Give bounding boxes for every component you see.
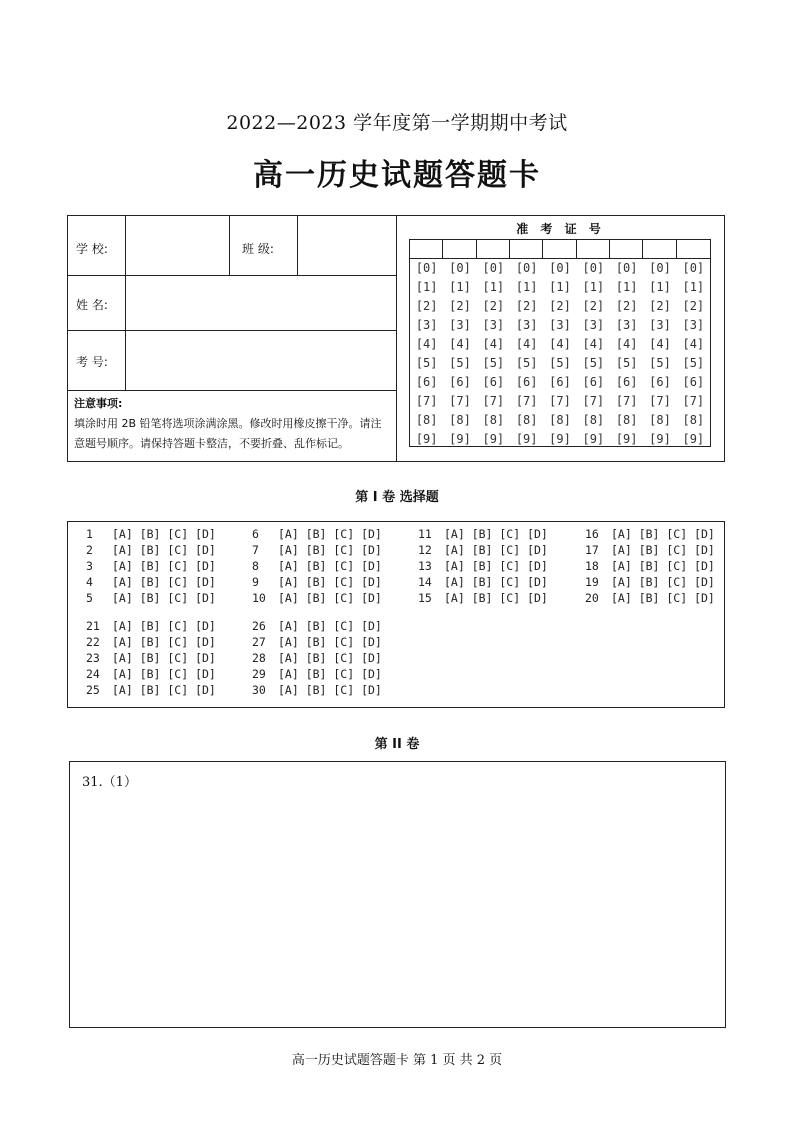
school-label: 学 校: [76,242,108,256]
admission-digit-column [543,240,576,446]
digit-bubble[interactable]: [0] [615,261,638,275]
answer-options[interactable]: [A] [B] [C] [D] [444,559,548,573]
digit-bubble[interactable]: [1] [415,280,438,294]
question-number: 4 [86,575,93,589]
digit-bubble[interactable]: [4] [582,337,605,351]
question-row [418,559,548,573]
digit-bubble[interactable]: [4] [515,337,538,351]
student-info-box [67,215,725,462]
question-number: 20 [585,591,599,605]
admission-number-title: 准 考 证 号 [516,222,605,236]
exam-subtitle: 2022—2023 学年度第一学期期中考试 [226,112,568,134]
digit-bubble[interactable]: [9] [615,432,638,446]
divider [229,216,230,275]
admission-digit-column [410,240,443,446]
digit-bubble[interactable]: [2] [649,299,671,313]
digit-bubble[interactable]: [8] [682,413,705,427]
admission-digit-box[interactable] [610,240,643,259]
exam-number-label: 考 号: [76,355,108,369]
question-row [86,527,216,541]
question-number: 23 [86,651,100,665]
question-number: 13 [418,559,432,573]
answer-options[interactable]: [A] [B] [C] [D] [278,559,382,573]
admission-digit-column [477,240,510,446]
digit-bubble[interactable]: [7] [482,394,505,408]
question-number: 28 [252,651,266,665]
admission-digit-column [510,240,543,446]
admission-digit-box[interactable] [543,240,576,259]
digit-bubble[interactable]: [3] [482,318,505,332]
admission-number-grid [409,239,711,447]
answer-options[interactable]: [A] [B] [C] [D] [278,575,382,589]
question-number: 10 [252,591,266,605]
exam-number-row [68,331,396,391]
question-row [86,651,216,665]
digit-bubble[interactable]: [9] [482,432,505,446]
question-row [86,667,216,681]
digit-bubble[interactable]: [1] [682,280,705,294]
multiple-choice-box [67,521,725,708]
digit-bubble[interactable]: [0] [682,261,705,275]
digit-bubble[interactable]: [8] [415,413,438,427]
digit-bubble[interactable]: [7] [449,394,471,408]
digit-bubble[interactable]: [4] [482,337,505,351]
admission-number-panel [397,216,724,461]
digit-bubble[interactable]: [7] [615,394,638,408]
admission-digit-box[interactable] [577,240,610,259]
answer-options[interactable]: [A] [B] [C] [D] [278,635,382,649]
name-label: 姓 名: [76,298,108,312]
question-row [252,651,382,665]
digit-bubble[interactable]: [8] [482,413,505,427]
answer-options[interactable]: [A] [B] [C] [D] [112,651,216,665]
question-row [86,683,216,697]
digit-bubble[interactable]: [2] [549,299,571,313]
question-row [86,635,216,649]
digit-bubble[interactable]: [0] [649,261,671,275]
question-row [252,667,382,681]
digit-bubble[interactable]: [4] [682,337,705,351]
question-number: 27 [252,635,266,649]
digit-bubble[interactable]: [6] [615,375,638,389]
answer-options[interactable]: [A] [B] [C] [D] [444,543,548,557]
admission-digit-box[interactable] [677,240,710,259]
digit-bubble[interactable]: [0] [549,261,571,275]
answer-options[interactable]: [A] [B] [C] [D] [112,667,216,681]
digit-bubble[interactable]: [5] [415,356,438,370]
digit-bubble[interactable]: [7] [682,394,705,408]
student-info-fields [68,216,397,461]
digit-bubble[interactable]: [8] [549,413,571,427]
digit-bubble[interactable]: [8] [649,413,671,427]
question-number: 3 [86,559,93,573]
digit-bubble[interactable]: [2] [615,299,638,313]
digit-bubble[interactable]: [6] [649,375,671,389]
question-row [418,527,548,541]
answer-options[interactable]: [A] [B] [C] [D] [278,591,382,605]
digit-bubble[interactable]: [8] [449,413,471,427]
question-number: 19 [585,575,599,589]
answer-sheet-title: 高一历史试题答题卡 [253,158,541,193]
digit-bubble[interactable]: [9] [415,432,438,446]
question-row [252,575,382,589]
class-label: 班 级: [242,242,274,256]
question-row [252,683,382,697]
notice-heading: 注意事项: [74,397,123,410]
section-1-title: 第 I 卷 选择题 [355,490,439,505]
question-row [585,527,715,541]
digit-bubble[interactable]: [2] [449,299,471,313]
digit-bubble[interactable]: [6] [515,375,538,389]
notice [74,394,392,454]
question-row [418,575,548,589]
answer-options[interactable]: [A] [B] [C] [D] [611,575,715,589]
digit-bubble[interactable]: [9] [549,432,571,446]
digit-bubble[interactable]: [7] [582,394,605,408]
answer-options[interactable]: [A] [B] [C] [D] [112,683,216,697]
answer-options[interactable]: [A] [B] [C] [D] [112,527,216,541]
digit-bubble[interactable]: [3] [549,318,571,332]
question-number: 11 [418,527,432,541]
digit-bubble[interactable]: [1] [449,280,471,294]
digit-bubble[interactable]: [4] [415,337,438,351]
name-field[interactable] [126,276,395,330]
answer-options[interactable]: [A] [B] [C] [D] [278,683,382,697]
question-number: 22 [86,635,100,649]
answer-options[interactable]: [A] [B] [C] [D] [611,591,715,605]
digit-bubble[interactable]: [2] [415,299,438,313]
digit-bubble[interactable]: [6] [449,375,471,389]
digit-bubble[interactable]: [5] [582,356,605,370]
digit-bubble[interactable]: [1] [515,280,538,294]
question-number: 16 [585,527,599,541]
question-31-label: 31.（1） [82,775,137,790]
admission-digit-box[interactable] [477,240,510,259]
question-row [252,559,382,573]
question-row [86,559,216,573]
digit-bubble[interactable]: [5] [649,356,671,370]
question-row [418,543,548,557]
digit-bubble[interactable]: [5] [682,356,705,370]
answer-options[interactable]: [A] [B] [C] [D] [278,543,382,557]
digit-bubble[interactable]: [3] [682,318,705,332]
digit-bubble[interactable]: [4] [449,337,471,351]
digit-bubble[interactable]: [7] [415,394,438,408]
question-number: 12 [418,543,432,557]
answer-options[interactable]: [A] [B] [C] [D] [444,591,548,605]
digit-bubble[interactable]: [5] [482,356,505,370]
question-row [585,559,715,573]
admission-digit-box[interactable] [510,240,543,259]
digit-bubble[interactable]: [2] [682,299,705,313]
question-row [252,635,382,649]
question-row [585,543,715,557]
digit-bubble[interactable]: [0] [415,261,438,275]
digit-bubble[interactable]: [9] [649,432,671,446]
digit-bubble[interactable]: [1] [582,280,605,294]
answer-options[interactable]: [A] [B] [C] [D] [611,559,715,573]
question-number: 21 [86,619,100,633]
question-number: 8 [252,559,259,573]
answer-options[interactable]: [A] [B] [C] [D] [611,543,715,557]
question-row [585,591,715,605]
digit-bubble[interactable]: [1] [482,280,505,294]
digit-bubble[interactable]: [1] [615,280,638,294]
school-class-row [68,216,396,276]
digit-bubble[interactable]: [6] [549,375,571,389]
digit-bubble[interactable]: [8] [515,413,538,427]
digit-bubble[interactable]: [7] [649,394,671,408]
digit-bubble[interactable]: [0] [582,261,605,275]
digit-bubble[interactable]: [3] [515,318,538,332]
question-number: 2 [86,543,93,557]
digit-bubble[interactable]: [0] [449,261,471,275]
admission-digit-box[interactable] [443,240,476,259]
digit-bubble[interactable]: [2] [582,299,605,313]
digit-bubble[interactable]: [8] [615,413,638,427]
admission-digit-column [610,240,643,446]
question-number: 26 [252,619,266,633]
question-row [252,619,382,633]
answer-options[interactable]: [A] [B] [C] [D] [112,591,216,605]
admission-digit-box[interactable] [410,240,443,259]
question-number: 14 [418,575,432,589]
answer-options[interactable]: [A] [B] [C] [D] [611,527,715,541]
digit-bubble[interactable]: [6] [682,375,705,389]
digit-bubble[interactable]: [9] [582,432,605,446]
digit-bubble[interactable]: [5] [549,356,571,370]
digit-bubble[interactable]: [5] [449,356,471,370]
question-number: 25 [86,683,100,697]
digit-bubble[interactable]: [6] [415,375,438,389]
notice-text: 填涂时用 2B 铅笔将选项涂满涂黑。修改时用橡皮擦干净。请注意题号顺序。请保持答题卡整洁，不要折叠、乱作标记。 [74,417,382,450]
admission-digit-column [577,240,610,446]
admission-digit-box[interactable] [643,240,676,259]
class-field[interactable] [298,216,395,275]
digit-bubble[interactable]: [9] [515,432,538,446]
digit-bubble[interactable]: [3] [649,318,671,332]
answer-options[interactable]: [A] [B] [C] [D] [278,651,382,665]
digit-bubble[interactable]: [1] [649,280,671,294]
section-2-title: 第 II 卷 [374,737,420,752]
answer-options[interactable]: [A] [B] [C] [D] [278,667,382,681]
answer-options[interactable]: [A] [B] [C] [D] [444,575,548,589]
digit-bubble[interactable]: [3] [582,318,605,332]
question-row [86,591,216,605]
question-row [86,575,216,589]
answer-options[interactable]: [A] [B] [C] [D] [278,619,382,633]
answer-options[interactable]: [A] [B] [C] [D] [112,619,216,633]
digit-bubble[interactable]: [0] [515,261,538,275]
question-number: 5 [86,591,93,605]
question-row [86,543,216,557]
digit-bubble[interactable]: [4] [615,337,638,351]
question-number: 30 [252,683,266,697]
digit-bubble[interactable]: [2] [515,299,538,313]
admission-digit-column [643,240,676,446]
question-number: 29 [252,667,266,681]
digit-bubble[interactable]: [2] [482,299,505,313]
digit-bubble[interactable]: [8] [582,413,605,427]
digit-bubble[interactable]: [5] [615,356,638,370]
digit-bubble[interactable]: [6] [582,375,605,389]
answer-options[interactable]: [A] [B] [C] [D] [112,575,216,589]
answer-options[interactable]: [A] [B] [C] [D] [278,527,382,541]
digit-bubble[interactable]: [9] [449,432,471,446]
page-footer: 高一历史试题答题卡 第 1 页 共 2 页 [291,1053,503,1068]
digit-bubble[interactable]: [3] [615,318,638,332]
digit-bubble[interactable]: [4] [549,337,571,351]
exam-number-field[interactable] [126,331,395,390]
answer-area-31[interactable] [69,761,726,1028]
answer-options[interactable]: [A] [B] [C] [D] [444,527,548,541]
question-number: 7 [252,543,259,557]
digit-bubble[interactable]: [7] [549,394,571,408]
admission-digit-column [677,240,710,446]
digit-bubble[interactable]: [4] [649,337,671,351]
question-number: 17 [585,543,599,557]
question-row [585,575,715,589]
question-number: 9 [252,575,259,589]
digit-bubble[interactable]: [7] [515,394,538,408]
school-field[interactable] [126,216,229,275]
question-number: 1 [86,527,93,541]
question-row [252,543,382,557]
digit-bubble[interactable]: [3] [449,318,471,332]
digit-bubble[interactable]: [1] [549,280,571,294]
question-number: 24 [86,667,100,681]
question-number: 6 [252,527,259,541]
admission-digit-column [443,240,476,446]
answer-options[interactable]: [A] [B] [C] [D] [112,559,216,573]
question-row [86,619,216,633]
digit-bubble[interactable]: [0] [482,261,505,275]
digit-bubble[interactable]: [6] [482,375,505,389]
digit-bubble[interactable]: [9] [682,432,705,446]
question-number: 18 [585,559,599,573]
answer-options[interactable]: [A] [B] [C] [D] [112,543,216,557]
question-row [418,591,548,605]
name-row [68,276,396,331]
answer-options[interactable]: [A] [B] [C] [D] [112,635,216,649]
digit-bubble[interactable]: [5] [515,356,538,370]
question-number: 15 [418,591,432,605]
question-row [252,527,382,541]
digit-bubble[interactable]: [3] [415,318,438,332]
question-row [252,591,382,605]
